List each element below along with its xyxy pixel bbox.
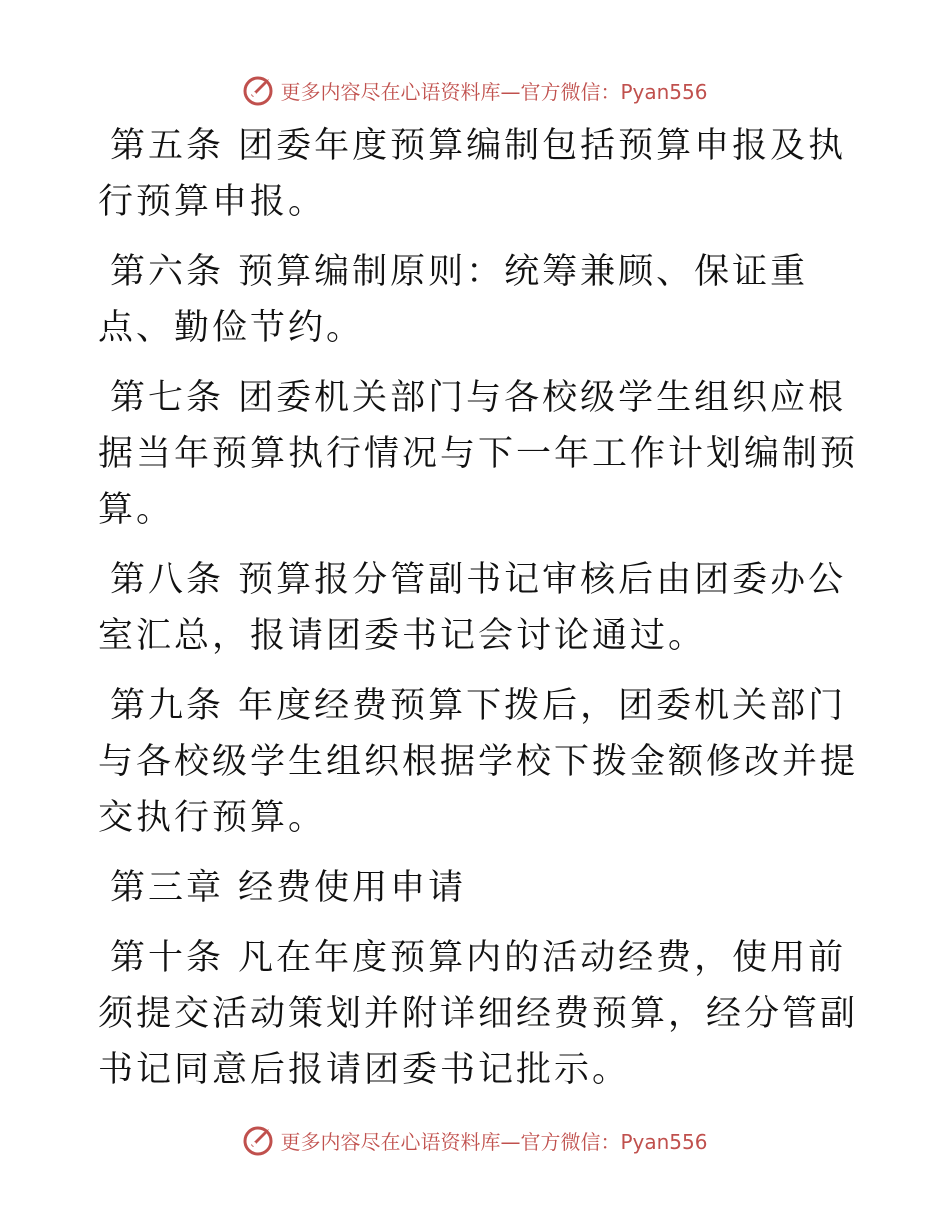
article-10: 第十条 凡在年度预算内的活动经费，使用前须提交活动策划并附详细经费预算，经分管副书记同意后报请团委书记批示。 — [98, 938, 859, 1090]
footer-watermark-text: 更多内容尽在心语资料库—官方微信：Pyan556 — [280, 1129, 708, 1154]
chapter-3-heading: 第三章 经费使用申请 — [110, 868, 467, 908]
pen-nib-circle-icon — [242, 1123, 276, 1157]
article-5: 第五条 团委年度预算编制包括预算申报及执行预算申报。 — [98, 126, 847, 222]
document-body — [98, 118, 858, 1112]
header-watermark — [0, 70, 950, 110]
article-9: 第九条 年度经费预算下拨后，团委机关部门与各校级学生组织根据学校下拨金额修改并提交执行预算。 — [98, 686, 859, 838]
article-8: 第八条 预算报分管副书记审核后由团委办公室汇总，报请团委书记会讨论通过。 — [98, 560, 847, 656]
article-6: 第六条 预算编制原则：统筹兼顾、保证重点、勤俭节约。 — [98, 252, 809, 348]
header-watermark-text: 更多内容尽在心语资料库—官方微信：Pyan556 — [280, 79, 708, 104]
article-7: 第七条 团委机关部门与各校级学生组织应根据当年预算执行情况与下一年工作计划编制预算。 — [98, 378, 859, 530]
footer-watermark — [0, 1120, 950, 1160]
pen-nib-circle-icon — [242, 73, 276, 107]
